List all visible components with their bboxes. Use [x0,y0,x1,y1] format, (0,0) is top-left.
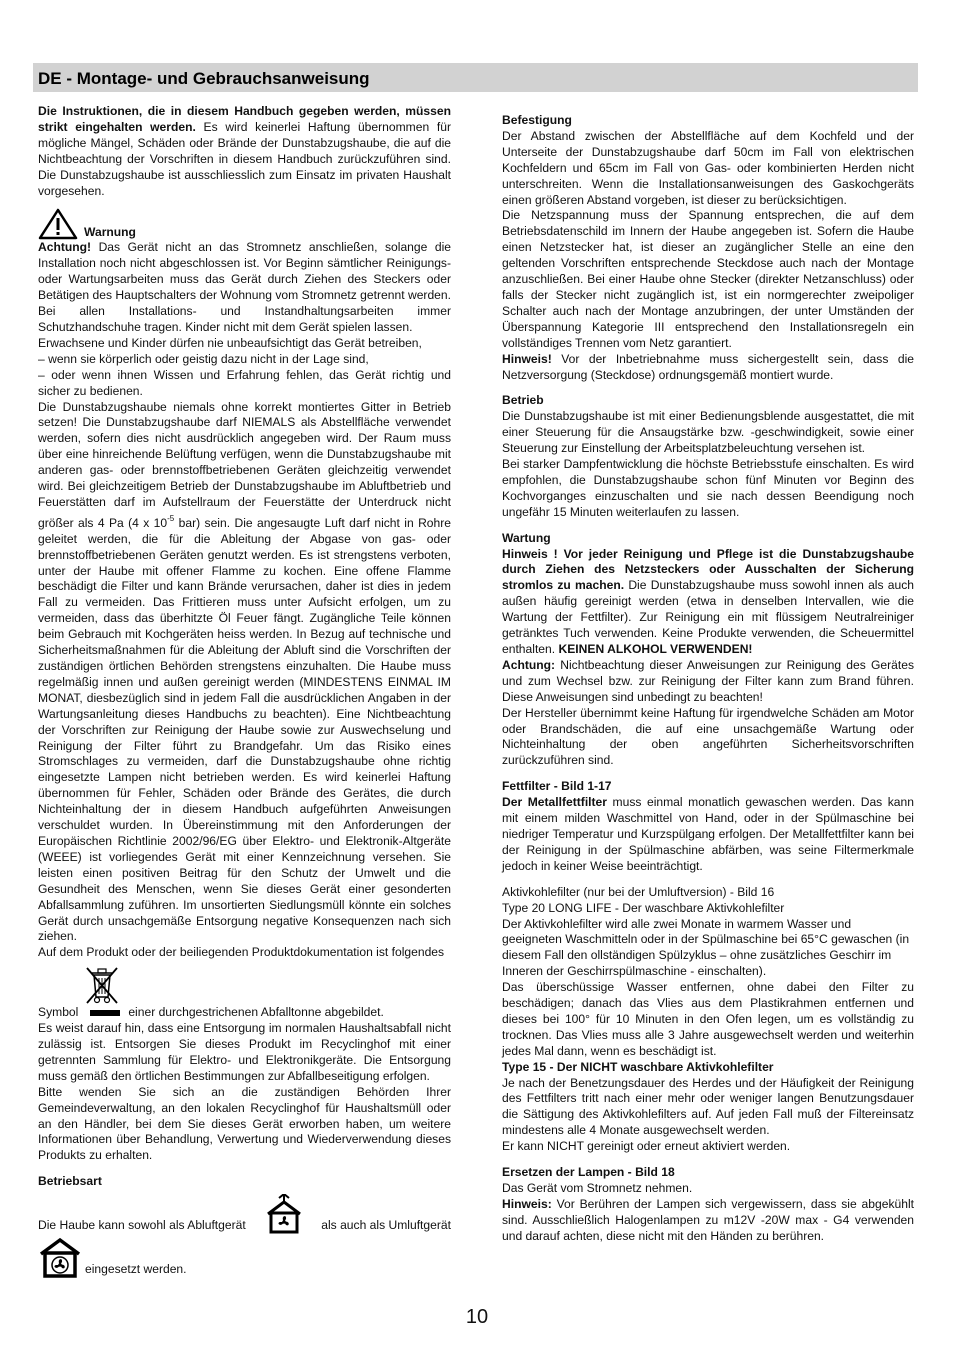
lampen-heading: Ersetzen der Lampen - Bild 18 [502,1165,675,1180]
fettfilter-paragraph [502,795,914,875]
wartung-paragraph [502,547,914,658]
achtung-text-right: Nichtbeachtung dieser Anweisungen zur Reinigung des Gerätes und zum Wechsel bzw. zur Reinigung der Filter kann zum Brand führen. Diese Anweisungen sind unbedingt zu beachten! [502,657,914,704]
aktivkohle-line-1: Aktivkohlefilter (nur bei der Umluftversion) - Bild 16 [502,884,775,899]
wartung-heading: Wartung [502,530,551,545]
achtung-label-right: Achtung: [502,657,556,672]
hersteller-paragraph: Der Hersteller übernimmt keine Haftung für irgendwelche Schäden am Motor oder Brandschäden, die auf eine unsachgemäße Wartung oder Nichteinhaltung der oben angeführten Sicherheitsvorschriften zurückzuführen sind. [502,705,914,768]
betriebsart-line [38,1194,451,1234]
aktivkohle-line-2: Type 20 LONG LIFE - Der waschbare Aktivkohlefilter [502,900,785,915]
exhaust-mode-house-fan-icon [266,1194,302,1234]
symbol-label: Symbol [38,1005,79,1020]
hinweis2-text: Vor Berühren der Lampen sich vergewissern, dass sie abgekühlt sind. Ausschließlich Halogenlampen zu m12V -20W max - G4 verwenden und darauf achten, diese nicht mit den Händen zu berühren. [502,1196,914,1243]
body-condition-line: – wenn sie körperlich oder geistig dazu nicht in der Lage sind, [38,351,369,366]
betrieb-heading: Betrieb [502,393,544,408]
befestigung-heading: Befestigung [502,113,572,127]
wartung-text: Die Dunstabzugshaube muss sowohl innen als auch außen häufig gereinigt werden (etwa in denselben Intervallen, wie die Wartung der Fettfilter). Zur Reinigung ein mit flüssigem Neutralreiniger getränktes Tuch verwenden. Keine Produkte verwenden, die Scheuermittel enthalten. [502,578,915,656]
main-safety-paragraph [38,400,451,946]
achtung-paragraph [38,240,451,335]
hinweis-label: Hinweis! [502,351,552,366]
underscore-bar [90,1010,120,1016]
knowledge-condition-line: – oder wenn ihnen Wissen und Erfahrung fehlen, das Gerät richtig und sicher zu bedienen. [38,367,451,398]
adults-line: Erwachsene und Kinder dürfen nie unbeaufsichtigt das Gerät betreiben, [38,335,422,350]
betrieb-paragraph-1: Die Dunstabzugshaube ist mit einer Bedienungsblende ausgestattet, die mit einer Steuerung für die Ansaugstärke bzw. -geschwindigkeit, sowie einer Steuerung zur Einstellung der Arbeitsplatzbeleuchtung versehen ist. [502,409,914,456]
betriebsart-text-a: Die Haube kann sowohl als Abluftgerät [38,1218,246,1233]
page-title: DE - Montage- und Gebrauchsanweisung [38,69,370,88]
disposal-paragraph: Es weist darauf hin, dass eine Entsorgung im normalen Haushaltsabfall nicht zulässig ist. Entsorgen Sie dieses Produkt im Recyclinghof mit einer getrennten Sammlung für Elektro- und Elektronikgeräte. Die Entsorgung muss gemäß den örtlichen Bestimmungen zur Abfallbeseitigung erfolgen. [38,1021,451,1083]
hinweis-text: Vor der Inbetriebnahme muss sichergestellt sein, dass die Netzversorgung (Steckdose) ordnungsgemäß montiert wurde. [502,351,914,382]
achtung-text: Das Gerät nicht an das Stromnetz anschließen, solange die Installation noch nicht abgeschlossen ist. Vor Beginn sämtlicher Reinigungs- oder Wartungsarbeiten muss das Gerät durch Ziehen des Steckers oder Betätigen des Hauptschalters der Wohnung vom Stromnetz getrennt werden. Bei allen Installations- und Instandhaltungsarbeiten immer Schutzhandschuhe tragen. Kinder nicht mit dem Gerät spielen lassen. [38,240,451,334]
symbol-description: einer durchgestrichenen Abfalltonne abgebildet. [128,1005,384,1020]
type15-paragraph: Je nach der Benetzungsdauer des Herdes und der Häufigkeit der Reinigung des Fettfilters tritt nach einer mehr oder weniger langen Benutzungsdauer die Sättigung des Aktivkohlefilters auf. Auf jeden Fall muß der Filtereinsatz mindestens alle 4 Monate ausgewechselt werden. [502,1075,914,1138]
warning-heading-row [38,208,451,240]
section-header-bar [33,63,918,92]
main-safety-text-b: bar) sein. Die angesaugte Luft darf nicht in Rohre geleitet werden, die für die Ableitung der Abgase von gas- oder brennstoffbetriebenen Geräten genutzt werden. Es ist strengstens verboten, unter der Haube mit offener Flamme zu kochen. Eine offene Flamme beschädigt die Filter und kann Brände verursachen, daher ist dies in jedem Fall zu vermeiden. Das Frittieren muss unter Aufsicht erfolgen, um zu vermeiden, dass das überhitzte Öl Feuer fängt. Zugängliche Teile können beim Gebrauch mit Kochgeräten heiss werden. In Bezug auf technische und Sicherheitsmaßnahmen für die Ableitung der Abluft sind die Vorschriften der zuständigen örtlichen Behörden strengstens einzuhalten. Die Haube muss regelmäßig innen und außen gereinigt werden (MINDESTENS EINMAL IM MONAT, diesbezüglich sind in jedem Fall die ausdrücklichen Angaben in der Wartungsanleitung dieses Handbuchs zu beachten). Eine Nichtbeachtung der Vorschriften zur Reinigung der Haube sowie zur Auswechselung und Reinigung der Filter führt zu Brandgefahr. Um das Risiko eines Stromschlages zu vermeiden, darf die Dunstabzugshaube ohne richtig eingesetzte Lampen nicht betrieben werden. Es wird keinerlei Haftung übernommen für Fehler, Schäden oder Brände des Gerätes, die durch Nichteinhaltung der in diesem Handbuch aufgeführten Anweisungen verschuldet wurden. In Übereinstimmung mit den Anforderungen der Europäischen Richtlinie 2002/96/EG über Elektro- und Elektronik-Altgeräte (WEEE) ist vorliegendes Gerät mit einer Kennzeichnung versehen. Sie leisten einen positiven Beitrag für den Schutz der Umwelt und die Gesundheit des Menschen, wenn Sie dieses Gerät einer gesonderten Abfallsammlung zuführen. Im unsortierten Siedlungsmüll könnte ein solches Gerät durch unsachgemäße Entsorgung negative Konsequenzen nach sich ziehen. [38,515,452,944]
befestigung-paragraph-1: Der Abstand zwischen der Abstellfläche auf dem Kochfeld und der Unterseite der Dunstabzugshaube darf 50cm im Fall von elektrischen Kochfeldern und 65cm im Fall von Gas- oder kombinierten Herden nicht unterschreiten. Wenn die Installationsanweisungen des Gaskochgeräts einen größeren Abstand vorgeben, ist dieser zu berücksichtigen. [502,128,914,207]
main-safety-text-a: Die Dunstabzugshaube niemals ohne korrekt montiertes Gitter in Betrieb setzen! Die Dunstabzugshaube darf NIEMALS als Abstellfläche verwendet werden, sofern dies nicht ausdrücklich angegeben wird. Der Raum muss über eine hinreichende Belüftung verfügen, wenn die Dunstabzugshaube mit anderen gas- oder brennstoffbetriebenen Geräten gleichzeitig verwendet wird. Bei gleichzeitigem Betrieb der Dunstabzugshaube im Abluftbetrieb und Feuerstätten darf im Aufstellraum der Feuerstätte der Unterdruck nicht größer als 4 Pa (4 x 10 [38,399,451,530]
right-column [502,113,914,1245]
aktivkohle-paragraph-1: Der Aktivkohlefilter wird alle zwei Monate in warmem Wasser und geeigneten Waschmitteln oder in der Spülmaschine bei 65°C gewaschen (in diesem Fall den ollständigen Spülzyklus – ohne zusätzliches Geschirr im Inneren der Geschirrspülmaschine - einschalten). [502,916,910,979]
authority-paragraph: Bitte wenden Sie sich an die zuständigen Behörden Ihrer Gemeindeverwaltung, an den lokalen Recyclinghof für Haushaltsmüll oder an den Händler, bei dem Sie dieses Gerät erworben haben, um weitere Informationen über Behandlung, Verwertung und Wiederverwendung dieses Produkts zu erhalten. [38,1084,451,1163]
hinweis2-label: Hinweis: [502,1196,552,1211]
aktivkohle-paragraph-2: Das überschüssige Wasser entfernen, ohne dabei den Filter zu beschädigen; danach das Vlies aus dem Plastikrahmen entfernen und dieses bei 100° für 10 Minuten in den Ofen legen, um es vollständig zu trocknen. Das Vlies muss alle 3 Jahre ausgewechselt werden und weiterhin jedes Mal dann, wenn es beschädigt ist. [502,980,914,1058]
type15-heading: Type 15 - Der NICHT waschbare Aktivkohlefilter [502,1059,774,1074]
betriebsart-text-c: eingesetzt werden. [85,1262,187,1277]
betriebsart-heading: Betriebsart [38,1174,102,1189]
crossed-out-bin-icon [84,965,120,1005]
betriebsart-last-line [38,1236,451,1278]
achtung-label: Achtung! [38,240,92,255]
intro-bold-text: Die Instruktionen, die in diesem Handbuch gegeben werden, müssen strikt eingehalten werden. [38,104,451,134]
befestigung-paragraph-2: Die Netzspannung muss der Spannung entsprechen, die auf dem Betriebsdatenschild im Innern der Haube angegeben ist. Sofern die Haube einen Netzstecker hat, ist dieser an zugänglicher Stelle an eine den geltenden Vorschriften entsprechende Steckdose auch nach der Montage anzuschließen. Bei einer Haube ohne Stecker (direkter Netzanschluss) oder falls der Stecker nicht zugänglich ist, ist ein normgerechter zweipoliger Schalter auch nach der Montage anzubringen, der unter Umständen der Überspannung Kategorie III entsprechend den Installationsregeln ein vollständiges Trennen vom Netz garantiert. [502,208,914,350]
hinweis2-paragraph [502,1197,914,1245]
product-doc-line: Auf dem Produkt oder der beiliegenden Produktdokumentation ist folgendes [38,945,445,960]
intro-paragraph [38,104,451,199]
lampen-line: Das Gerät vom Stromnetz nehmen. [502,1181,693,1195]
no-alcohol-warning: KEINEN ALKOHOL VERWENDEN! [558,642,753,656]
betrieb-paragraph-2: Bei starker Dampfentwicklung die höchste Betriebsstufe einschalten. Es wird empfohlen, die Dunstabzugshaube schon fünf Minuten vor Beginn des Kochvorganges einzuschalten und sie nach dessen Beendigung noch ungefähr 15 Minuten weiterlaufen zu lassen. [502,457,914,519]
recirculation-mode-house-fan-icon [38,1236,82,1278]
hinweis-paragraph [502,352,914,384]
type15-paragraph-2: Er kann NICHT gereinigt oder erneut aktiviert werden. [502,1139,791,1154]
intro-text: Es wird keinerlei Haftung übernommen für mögliche Mängel, Schäden oder Brände der Dunstabzugshaube, die auf die Nichtbeachtung der Vorschriften in diesem Handbuch zurückzuführen sind. Die Dunstabzugshaube ist ausschliesslich zum Einsatz im privaten Haushalt vorgesehen. [38,119,451,198]
betriebsart-text-b: als auch als Umluftgerät [321,1218,451,1233]
exponent-text: -5 [167,513,175,523]
warning-heading: Warnung [84,224,136,239]
page-number: 10 [465,1306,489,1328]
wartung-bold-text: Hinweis ! Vor jeder Reinigung und Pflege ist die Dunstabzugshaube durch Ziehen des Netzsteckers oder Ausschalten der Sicherung stromlos zu machen. [502,546,914,593]
symbol-line [38,1005,451,1021]
warning-triangle-icon [38,208,78,240]
fettfilter-text: muss einmal monatlich gewaschen werden. Das kann mit einem milden Waschmittel von Hand, oder in der Spülmaschine bei niedriger Temperatur und Kurzspülgang erfolgen. Der Metallfettfilter kann bei der Reinigung in der Spülmaschine abfärben, was seine Filtermerkmale jedoch in keiner Weise beeinträchtigt. [502,795,914,873]
achtung-paragraph-right [502,658,914,706]
left-column [38,104,451,1278]
fettfilter-bold: Der Metallfettfilter [502,795,607,810]
fettfilter-heading: Fettfilter - Bild 1-17 [502,779,612,794]
